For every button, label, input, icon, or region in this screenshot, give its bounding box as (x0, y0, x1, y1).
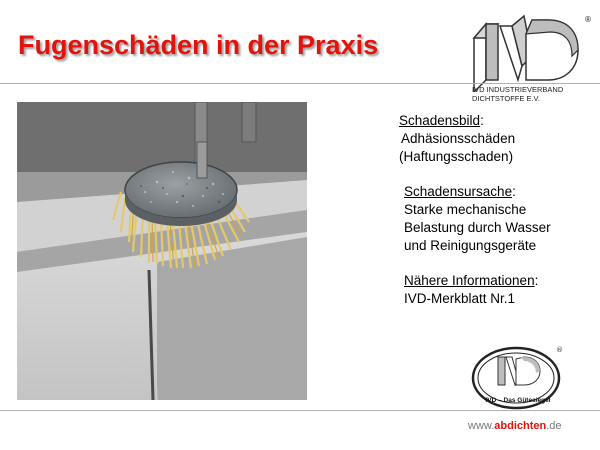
schadensbild-line-1: Adhäsionsschäden (401, 131, 516, 146)
footer-url-prefix: www. (468, 420, 495, 432)
schadensursache-block (399, 183, 594, 255)
schadensursache-line-1: Starke mechanische (404, 202, 527, 217)
top-divider (0, 83, 600, 84)
logo-caption (472, 86, 563, 103)
naehere-informationen-line-1: IVD-Merkblatt Nr.1 (404, 291, 516, 306)
naehere-informationen-colon: : (534, 273, 539, 288)
footer-url-brand: abdichten (494, 420, 547, 432)
schadensursache-colon: : (512, 184, 516, 199)
seal-registered-mark: ® (556, 346, 563, 354)
seal-text: IVD – Das Gütesiegel (485, 397, 551, 404)
footer-website-link[interactable] (468, 420, 562, 432)
logo-caption-line1: IVD INDUSTRIEVERBAND (472, 85, 564, 94)
schadensbild-colon: : (480, 113, 484, 128)
bottom-divider (0, 410, 600, 411)
schadensbild-label: Schadensbild (399, 113, 481, 128)
damage-info (399, 112, 594, 325)
logo-caption-line2: DICHTSTOFFE E.V. (472, 93, 540, 103)
schadensursache-label: Schadensursache (404, 184, 513, 199)
naehere-informationen-block (399, 272, 594, 308)
schadensbild-block (399, 112, 594, 166)
schadensursache-line-2: Belastung durch Wasser (404, 220, 551, 235)
naehere-informationen-label: Nähere Informationen (404, 273, 535, 288)
brush-photo (17, 102, 307, 400)
schadensbild-line-2: (Haftungsschaden) (399, 149, 514, 164)
slide-title: Fugenschäden in der Praxis (18, 30, 379, 60)
schadensursache-line-3: und Reinigungsgeräte (404, 238, 537, 253)
registered-mark: ® (584, 15, 592, 24)
footer-url-suffix: .de (546, 420, 562, 432)
